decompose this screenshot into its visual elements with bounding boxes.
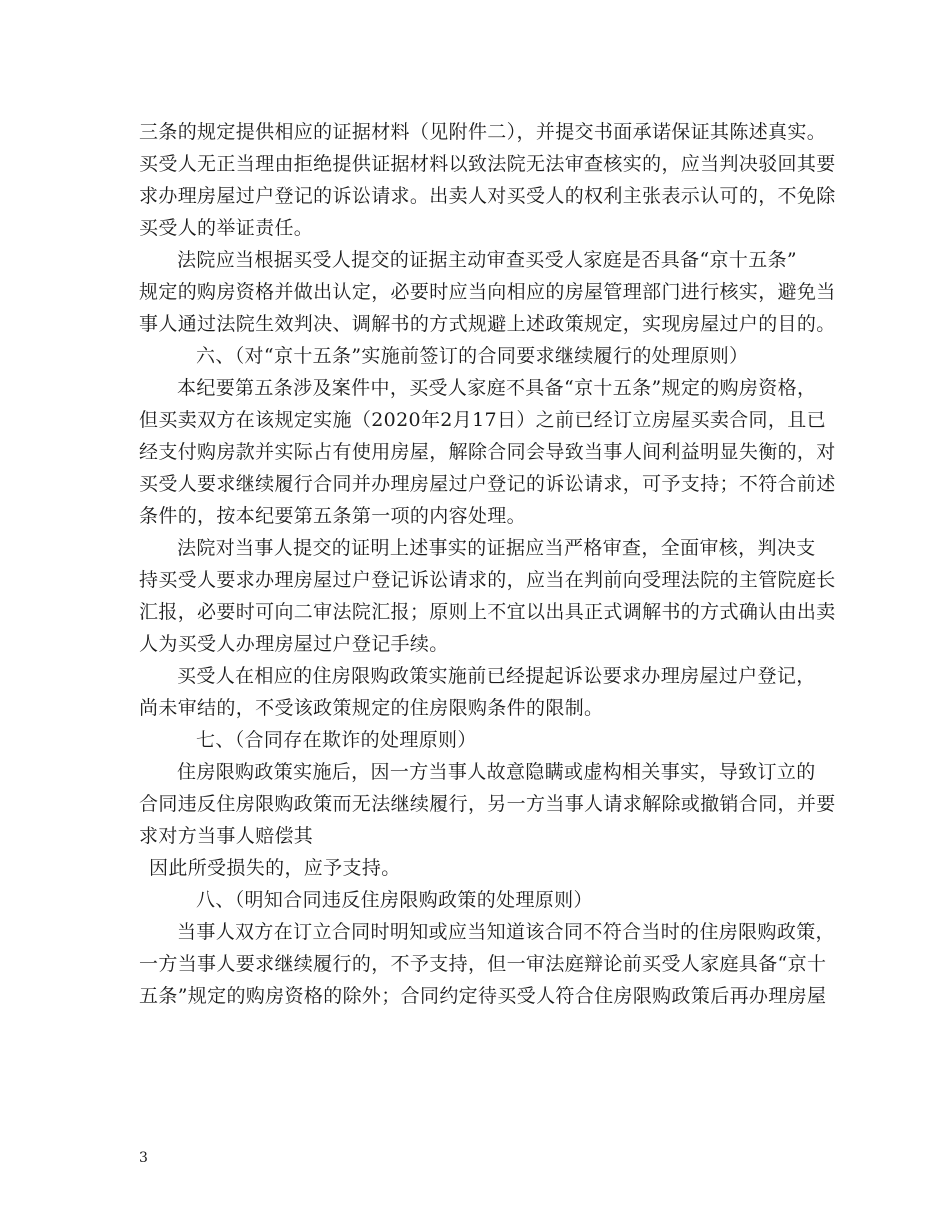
text-line: 买受人要求继续履行合同并办理房屋过户登记的诉讼请求，可予支持；不符合前述 [139,473,836,495]
page-number: 3 [139,1150,148,1166]
text-line: 条件的，按本纪要第五条第一项的内容处理。 [139,505,527,527]
paragraph-start: 买受人在相应的住房限购政策实施前已经提起诉讼要求办理房屋过户登记， [177,665,816,687]
paragraph-start: 法院对当事人提交的证明上述事实的证据应当严格审查，全面审核，判决支 [177,537,816,559]
section-heading-7: 七、（合同存在欺诈的处理原则） [196,729,477,751]
text-line: 五条”规定的购房资格的除外；合同约定待买受人符合住房限购政策后再办理房屋 [139,985,827,1007]
text-line: 但买卖双方在该规定实施（2020年2月17日）之前已经订立房屋买卖合同，且已 [139,409,826,431]
text-line: 事人通过法院生效判决、调解书的方式规避上述政策规定，实现房屋过户的目的。 [139,313,836,335]
text-line: 经支付购房款并实际占有使用房屋，解除合同会导致当事人间利益明显失衡的，对 [139,441,836,463]
text-line: 人为买受人办理房屋过户登记手续。 [139,633,449,655]
text-line: 因此所受损失的，应予支持。 [149,857,401,879]
text-line: 一方当事人要求继续履行的，不予支持，但一审法庭辩论前买受人家庭具备“京十 [139,953,827,975]
text-line: 买受人无正当理由拒绝提供证据材料以致法院无法审查核实的，应当判决驳回其要 [139,153,836,175]
document-body [139,116,836,1012]
paragraph-start: 住房限购政策实施后，因一方当事人故意隐瞒或虚构相关事实，导致订立的 [177,761,816,783]
text-line: 汇报，必要时可向二审法院汇报；原则上不宜以出具正式调解书的方式确认由出卖 [139,601,836,623]
text-line: 买受人的举证责任。 [139,217,314,239]
section-heading-6: 六、（对“京十五条”实施前签订的合同要求继续履行的处理原则） [196,345,749,367]
paragraph-start: 当事人双方在订立合同时明知或应当知道该合同不符合当时的住房限购政策， [177,921,835,943]
paragraph-start: 本纪要第五条涉及案件中，买受人家庭不具备“京十五条”规定的购房资格， [177,377,817,399]
section-heading-8: 八、（明知合同违反住房限购政策的处理原则） [196,889,593,911]
text-line: 求对方当事人赔偿其 [139,825,314,847]
text-line: 持买受人要求办理房屋过户登记诉讼请求的，应当在判前向受理法院的主管院庭长 [139,569,836,591]
text-line: 尚未审结的，不受该政策规定的住房限购条件的限制。 [139,697,604,719]
text-line: 规定的购房资格并做出认定，必要时应当向相应的房屋管理部门进行核实，避免当 [139,281,836,303]
text-line: 合同违反住房限购政策而无法继续履行，另一方当事人请求解除或撤销合同，并要 [139,793,836,815]
text-line: 三条的规定提供相应的证据材料（见附件二），并提交书面承诺保证其陈述真实。 [139,121,827,143]
paragraph-start: 法院应当根据买受人提交的证据主动审查买受人家庭是否具备“京十五条” [177,249,797,271]
text-line: 求办理房屋过户登记的诉讼请求。出卖人对买受人的权利主张表示认可的，不免除 [139,185,836,207]
